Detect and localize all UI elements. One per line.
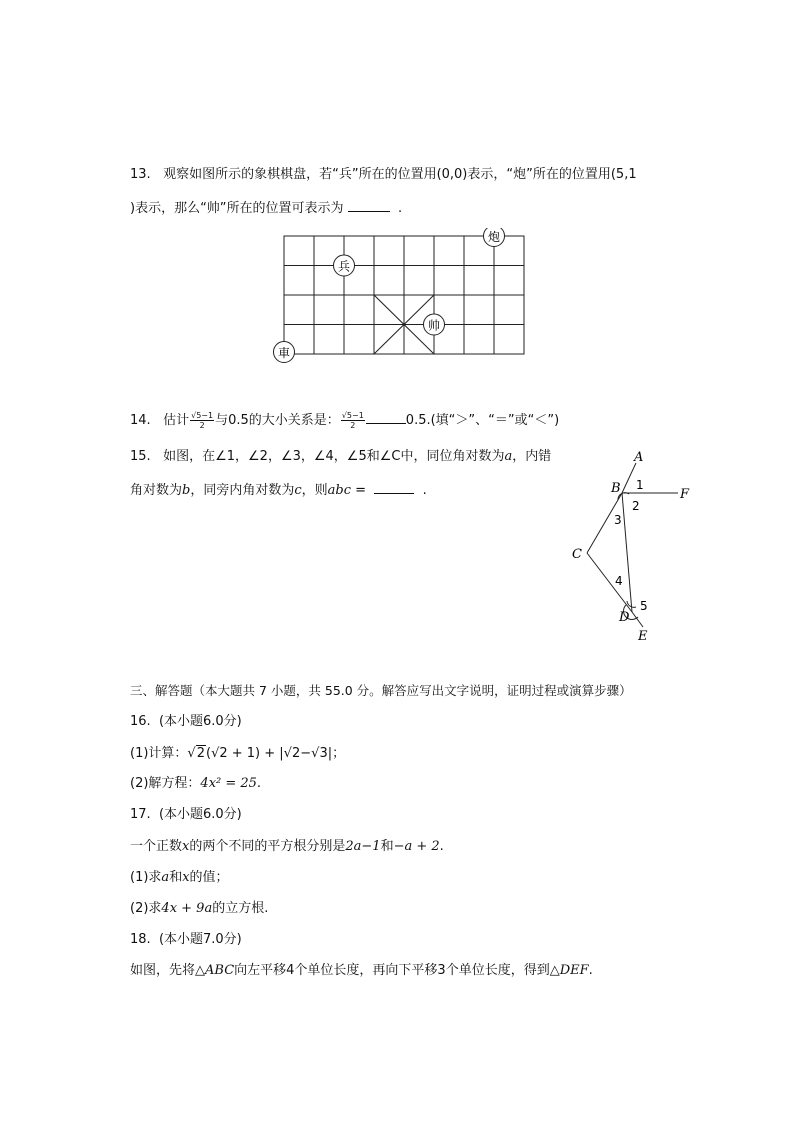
ray-ba — [622, 463, 636, 493]
q14-text-c: 0.5.(填“＞”、“＝”或“＜”) — [405, 413, 560, 428]
label-a: A — [634, 450, 644, 465]
chessboard-figure — [0, 228, 794, 368]
q16-expr-b: 2 + 1) + | — [219, 746, 284, 761]
q17-part2: (2)求4x + 9a的立方根. — [130, 901, 269, 916]
q13-text-line2: )表示，那么“帅”所在的位置可表示为 — [130, 201, 344, 216]
q15-text-2c: ，则 — [301, 483, 328, 498]
q17-part1: (1)求a和x的值； — [130, 870, 229, 885]
q15-var-a: a — [504, 449, 513, 464]
q13-number: 13. — [130, 167, 151, 182]
q14-answer-blank[interactable] — [366, 410, 406, 424]
q14-line — [130, 410, 559, 432]
svg-text:兵: 兵 — [337, 259, 351, 274]
q14-text-a: 估计 — [163, 413, 190, 428]
q16-part2 — [130, 775, 261, 793]
q15-number: 15. — [130, 449, 151, 464]
q13-line1 — [130, 166, 637, 184]
q15-text-1: 如图，在∠1，∠2，∠3，∠4，∠5和∠C中，同位角对数为 — [163, 449, 505, 464]
q18-line1: 如图，先将△ABC向左平移4个单位长度，再向下平移3个单位长度，得到△DEF. — [130, 963, 593, 978]
q15-eq: = — [351, 483, 371, 498]
piece-pao — [484, 228, 505, 247]
label-b: B — [611, 481, 621, 496]
q13-answer-blank[interactable] — [348, 198, 390, 212]
q16-part2-label: (2)解方程： — [130, 776, 201, 791]
q16-part1-label: (1)计算： — [130, 746, 188, 761]
q13-end: . — [397, 201, 403, 216]
q15-text-1-end: ，内错 — [512, 449, 552, 464]
segment-bd — [622, 493, 632, 612]
piece-shuai — [424, 314, 445, 335]
q15-var-b: b — [182, 483, 191, 498]
piece-bing — [334, 255, 355, 276]
angle-label-5: 5 — [640, 599, 648, 613]
svg-text:炮: 炮 — [487, 230, 501, 244]
q13-line2 — [130, 198, 402, 218]
q14-number: 14. — [130, 413, 151, 428]
q15-end: . — [422, 483, 427, 498]
label-c: C — [572, 547, 582, 562]
q15-expr: abc — [327, 483, 352, 498]
svg-text:車: 車 — [277, 346, 291, 360]
segment-cd — [587, 553, 632, 612]
q15-text-2a: 角对数为 — [130, 483, 183, 498]
q16-sqrt2-a: 2 — [196, 746, 205, 761]
label-e: E — [638, 629, 648, 644]
q14-fraction-1: $\frac{√5-1}{2}$ — [191, 411, 214, 430]
piece-che — [274, 342, 295, 363]
label-d: D — [619, 610, 630, 625]
section-3-title: 三、解答题（本大题共 7 小题，共 55.0 分。解答应写出文字说明，证明过程或演算步骤） — [130, 683, 632, 698]
q16-header: 16. (本小题6.0分) — [130, 714, 242, 729]
svg-text:帅: 帅 — [427, 318, 441, 333]
q15-geometry-figure — [0, 450, 794, 650]
q16-expr-e: 3|； — [319, 746, 346, 761]
q17-line1: 一个正数x的两个不同的平方根分别是2a−1和−a + 2. — [130, 839, 444, 854]
q18-header: 18. (本小题7.0分) — [130, 932, 242, 947]
q14-text-b: 与0.5的大小关系是： — [215, 413, 340, 428]
q17-header: 17. (本小题6.0分) — [130, 807, 242, 822]
angle-label-1: 1 — [636, 478, 644, 492]
q15-var-c: c — [294, 483, 302, 498]
q15-text-2b: ，同旁内角对数为 — [190, 483, 295, 498]
angle-label-3: 3 — [614, 513, 622, 527]
label-f: F — [680, 487, 690, 502]
q16-part1: (1)计算：√2(√2 + 1) + |√2−√3|； — [130, 746, 346, 761]
angle-label-4: 4 — [615, 574, 623, 588]
angle-label-2: 2 — [632, 499, 640, 513]
q16-equation: 4x² = 25. — [200, 776, 262, 791]
q16-expr-d: 2− — [291, 746, 312, 761]
q13-text-line1: 观察如图所示的象棋棋盘，若“兵”所在的位置用(0,0)表示，“炮”所在的位置用(5,1 — [163, 167, 637, 182]
q14-fraction-2: $\frac{√5-1}{2}$ — [341, 411, 364, 430]
